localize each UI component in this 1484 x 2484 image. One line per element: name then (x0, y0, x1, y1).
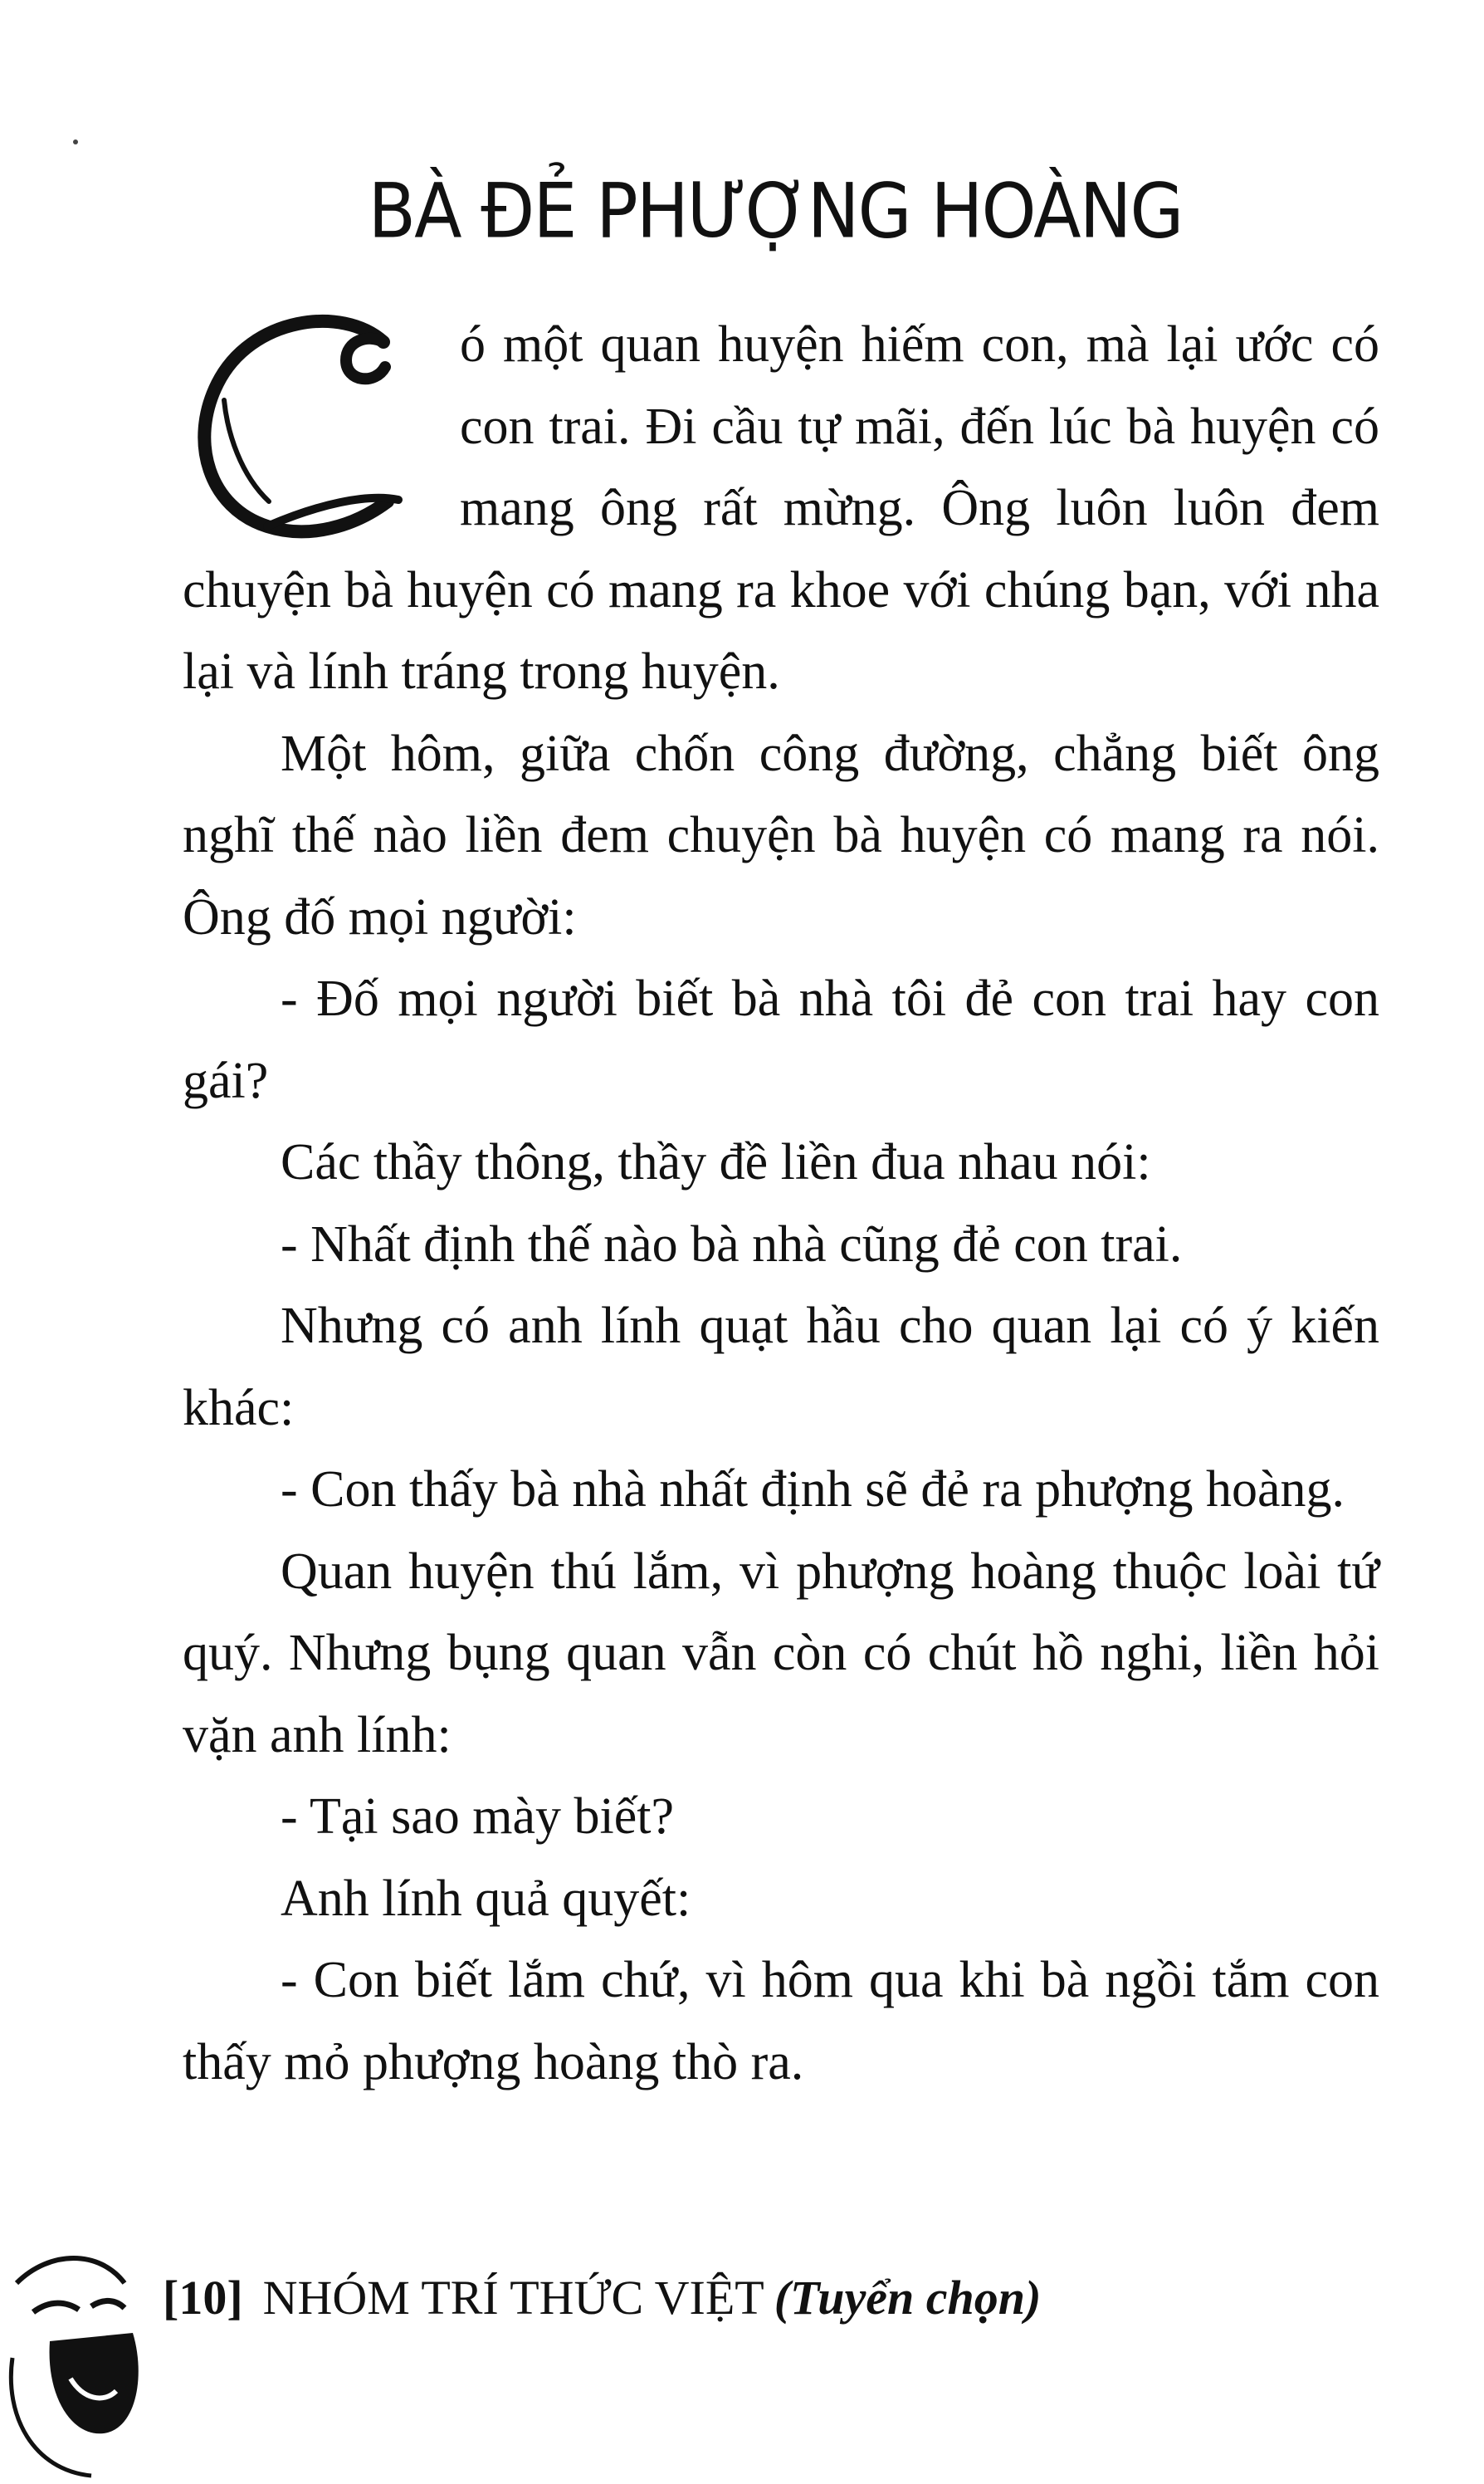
drop-cap (183, 304, 455, 549)
page-footer (163, 2270, 1041, 2325)
paragraph: Các thầy thông, thầy đề liền đua nhau nói: (281, 1134, 1151, 1191)
paragraph: Quan huyện thú lắm, vì phượng hoàng thuộc loài tứ quý. Nhưng bụng quan vẫn còn có chút hồ nghi, liền hỏi vặn anh lính: (183, 1543, 1379, 1763)
author-name: NHÓM TRÍ THỨC VIỆT (262, 2271, 764, 2325)
story-title: BÀ ĐẺ PHƯỢNG HOÀNG (368, 167, 1183, 255)
author-subtitle: (Tuyển chọn) (774, 2271, 1042, 2325)
page-speck (73, 139, 78, 144)
laughing-face-icon (0, 2233, 158, 2482)
page-number: [10] (163, 2271, 243, 2325)
dialogue-line: - Nhất định thế nào bà nhà cũng đẻ con trai. (281, 1215, 1183, 1273)
dialogue-line: - Tại sao mày biết? (281, 1788, 675, 1845)
dialogue-line: - Con biết lắm chứ, vì hôm qua khi bà ngồi tắm con thấy mỏ phượng hoàng thò ra. (183, 1952, 1379, 2090)
paragraph: ó một quan huyện hiếm con, mà lại ước có con trai. Đi cầu tự mãi, đến lúc bà huyện có mang ông rất mừng. Ông luôn luôn đem chuyện bà huyện có mang ra khoe với chúng bạn, với nha lại và lính tráng trong huyện. (183, 316, 1379, 700)
story-body (183, 304, 1379, 2103)
decorative-c-icon (176, 309, 450, 550)
paragraph: Nhưng có anh lính quạt hầu cho quan lại có ý kiến khác: (183, 1298, 1379, 1436)
dialogue-line: - Đố mọi người biết bà nhà tôi đẻ con trai hay con gái? (183, 971, 1379, 1109)
dialogue-line: - Con thấy bà nhà nhất định sẽ đẻ ra phượng hoàng. (281, 1461, 1345, 1518)
paragraph: Một hôm, giữa chốn công đường, chẳng biết ông nghĩ thế nào liền đem chuyện bà huyện có mang ra nói. Ông đố mọi người: (183, 725, 1379, 946)
paragraph: Anh lính quả quyết: (281, 1870, 691, 1927)
